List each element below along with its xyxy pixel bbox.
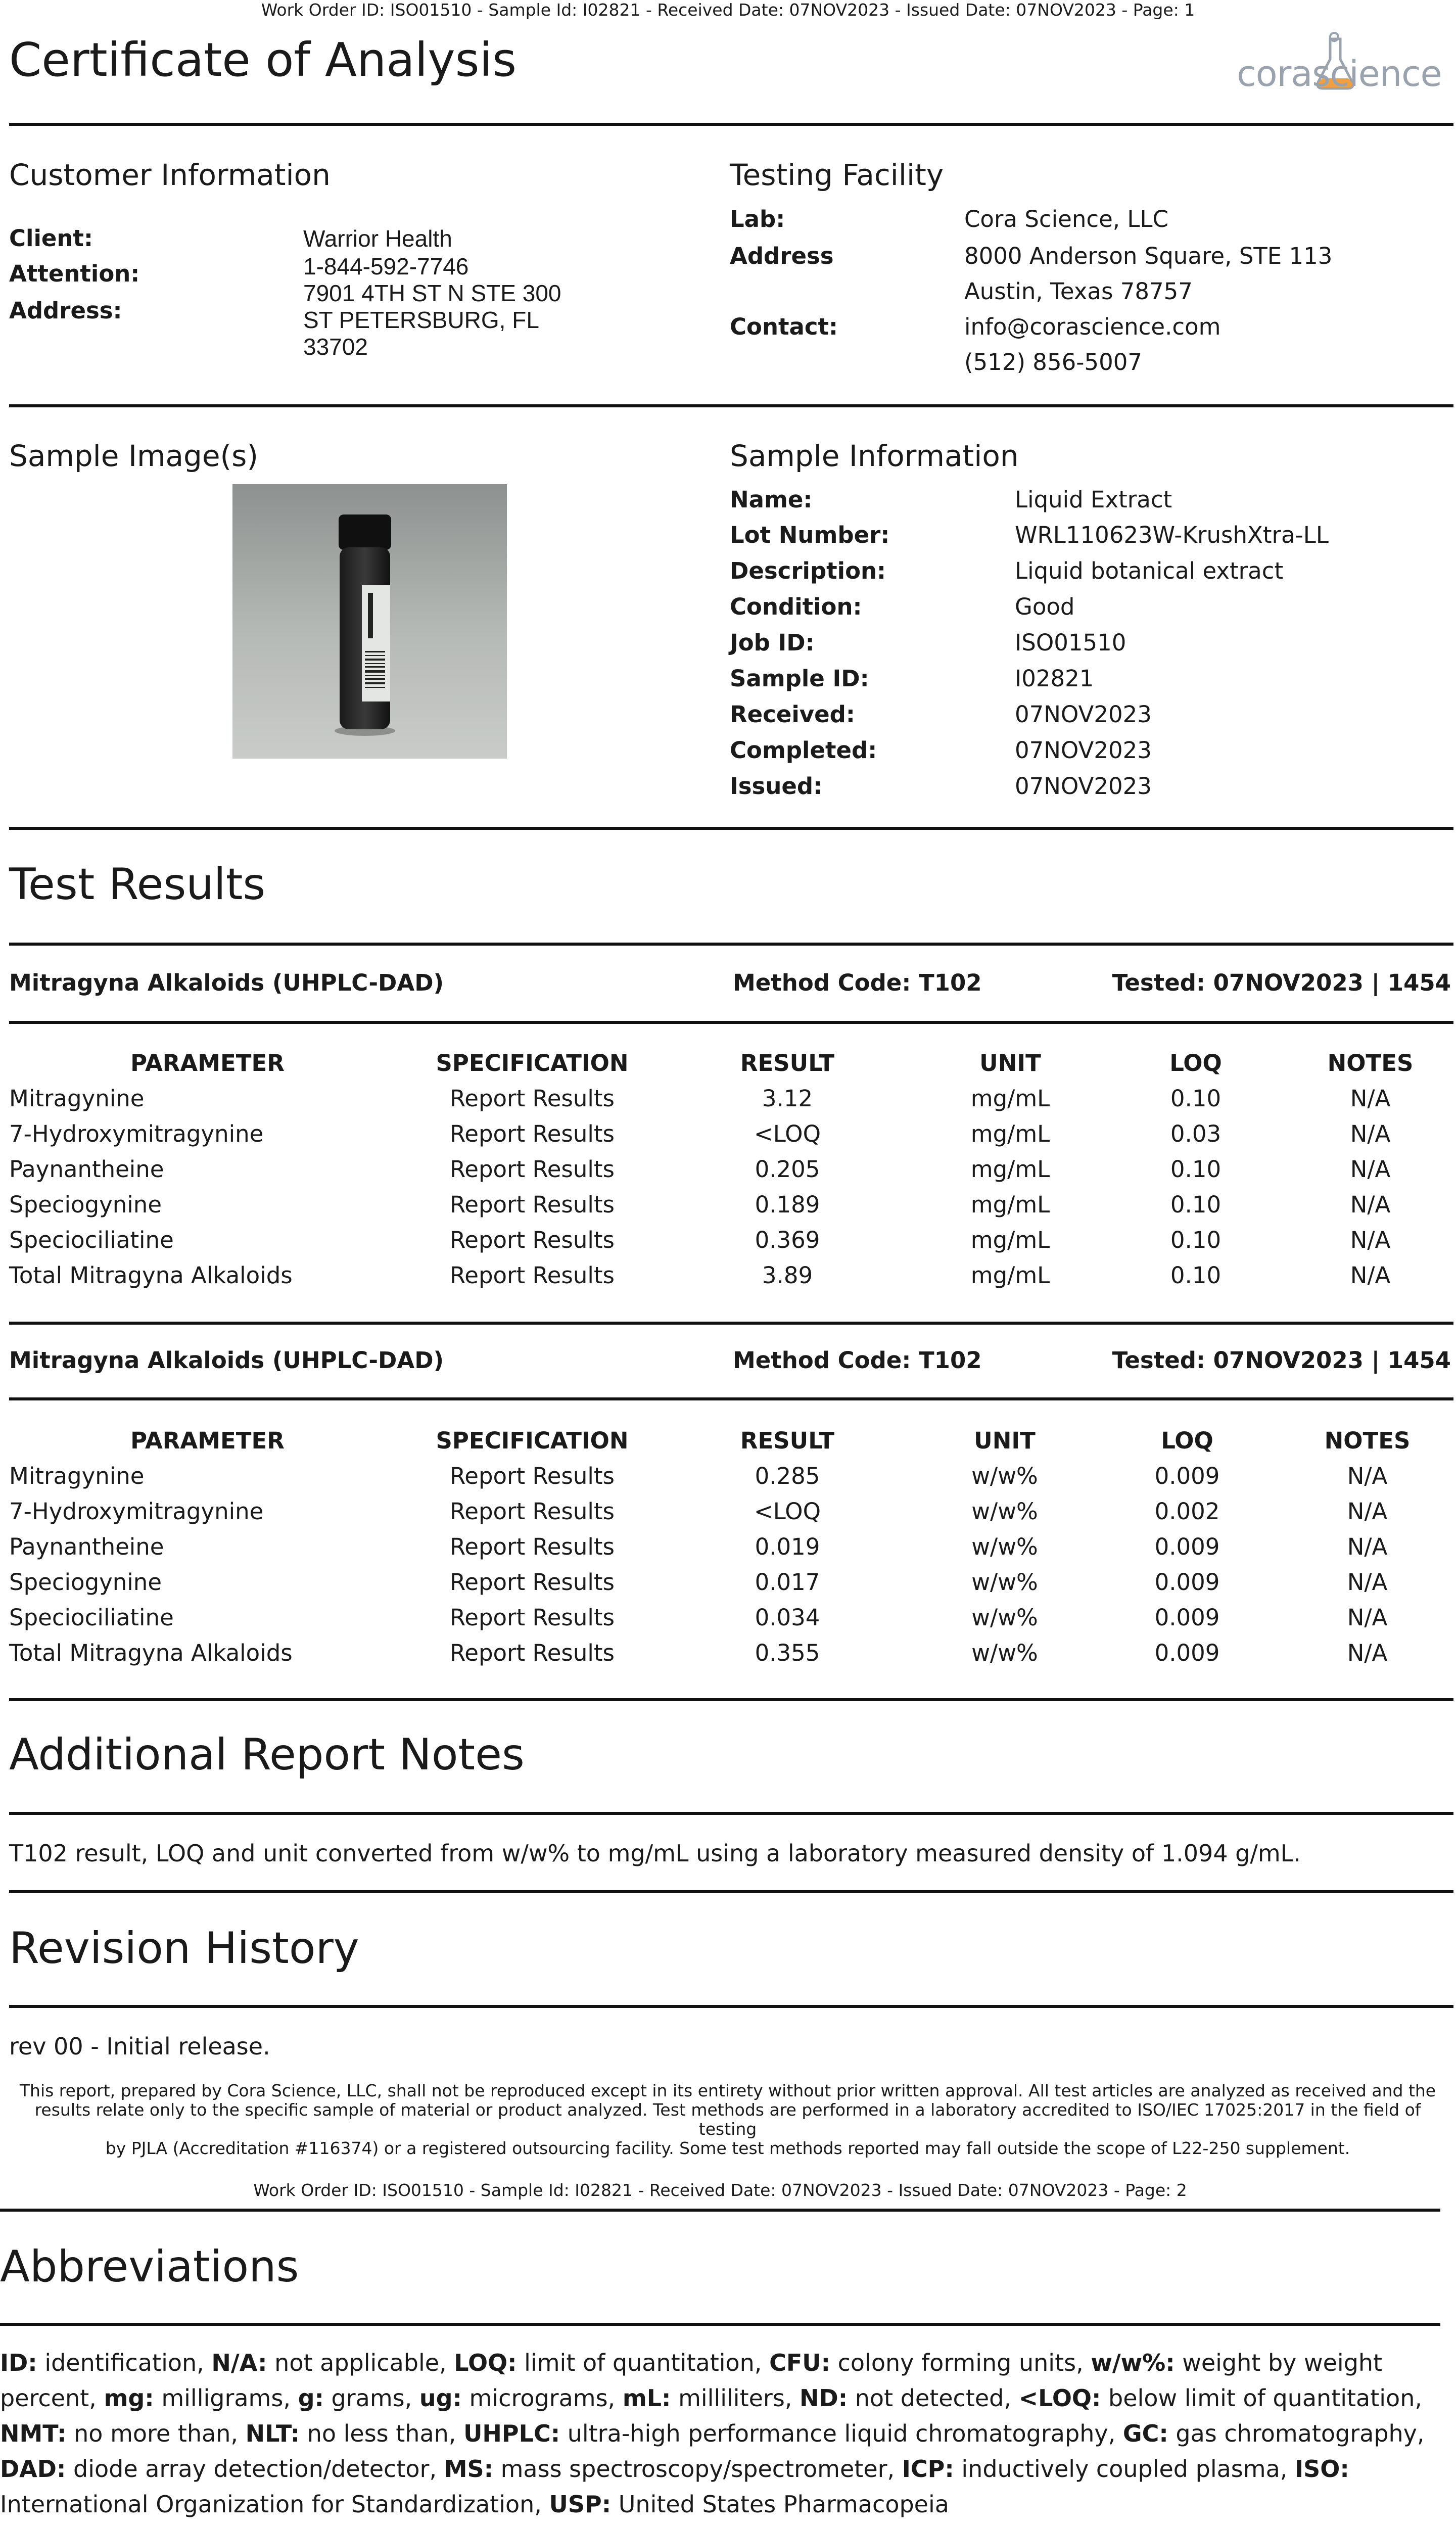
abbr-definition: not detected, bbox=[848, 2384, 1019, 2412]
lab-value: Cora Science, LLC bbox=[964, 206, 1168, 232]
divider bbox=[9, 1698, 1453, 1701]
abbr-term: USP: bbox=[549, 2491, 612, 2518]
cell-specification: Report Results bbox=[450, 1533, 615, 1560]
cell-result: 0.019 bbox=[755, 1533, 820, 1560]
cell-notes: N/A bbox=[1347, 1604, 1388, 1631]
table-header-row bbox=[9, 1045, 1453, 1081]
cell-notes: N/A bbox=[1347, 1533, 1388, 1560]
abbr-definition: micrograms, bbox=[461, 2384, 623, 2412]
column-header: NOTES bbox=[1324, 1427, 1411, 1454]
column-header: LOQ bbox=[1169, 1049, 1222, 1077]
divider bbox=[9, 1812, 1453, 1815]
testing-facility-heading: Testing Facility bbox=[730, 158, 944, 192]
abbreviations-heading: Abbreviations bbox=[0, 2241, 299, 2292]
table-row bbox=[9, 1564, 1453, 1600]
cell-specification: Report Results bbox=[450, 1191, 615, 1218]
abbr-definition: United States Pharmacopeia bbox=[611, 2491, 949, 2518]
abbr-definition: no more than, bbox=[66, 2420, 246, 2447]
sample-info-label: Lot Number: bbox=[730, 522, 890, 548]
table-row bbox=[9, 1187, 1453, 1222]
cell-result: <LOQ bbox=[754, 1498, 821, 1525]
address-line-2: ST PETERSBURG, FL bbox=[303, 307, 539, 333]
cell-specification: Report Results bbox=[450, 1604, 615, 1631]
cell-specification: Report Results bbox=[450, 1498, 615, 1525]
abbr-term: GC: bbox=[1122, 2420, 1168, 2447]
table-row bbox=[9, 1493, 1453, 1529]
page-header-line: Work Order ID: ISO01510 - Sample Id: I02821 - Received Date: 07NOV2023 - Issued Date: 07NOV2023 - Page: 1 bbox=[261, 0, 1195, 20]
cell-parameter: 7-Hydroxymitragynine bbox=[9, 1498, 264, 1525]
cell-result: <LOQ bbox=[754, 1120, 821, 1147]
cell-unit: mg/mL bbox=[970, 1085, 1050, 1112]
sample-info-heading: Sample Information bbox=[730, 439, 1019, 473]
disclaimer-line: results relate only to the specific sample of material or product analyzed. Test methods are performed in a laboratory accredited to ISO/IEC 17025:2017 in the field of testing bbox=[34, 2100, 1421, 2139]
attention-label: Attention: bbox=[9, 260, 140, 287]
cell-parameter: Total Mitragyna Alkaloids bbox=[9, 1261, 293, 1289]
abbr-term: <LOQ: bbox=[1018, 2384, 1101, 2412]
abbr-definition: no less than, bbox=[300, 2420, 464, 2447]
cell-loq: 0.10 bbox=[1170, 1191, 1222, 1218]
sample-info-value: Good bbox=[1015, 593, 1075, 620]
abbr-definition: ultra-high performance liquid chromatography, bbox=[560, 2420, 1123, 2447]
cell-loq: 0.03 bbox=[1170, 1120, 1222, 1147]
abbr-definition: diode array detection/detector, bbox=[66, 2455, 444, 2483]
cell-result: 0.189 bbox=[755, 1191, 820, 1218]
panel-tested-date: Tested: 07NOV2023 | 1454 bbox=[1112, 1347, 1451, 1374]
abbr-definition: below limit of quantitation, bbox=[1101, 2384, 1422, 2412]
contact-email: info@corascience.com bbox=[964, 313, 1221, 340]
cell-loq: 0.10 bbox=[1170, 1085, 1222, 1112]
sample-info-label: Description: bbox=[730, 557, 886, 584]
sample-info-label: Issued: bbox=[730, 773, 823, 800]
disclaimer-line: by PJLA (Accreditation #116374) or a registered outsourcing facility. Some test methods reported may fall outside the scope of L22-250 supplement. bbox=[105, 2138, 1350, 2158]
divider bbox=[9, 1890, 1453, 1893]
sample-photo bbox=[232, 484, 507, 759]
customer-info-heading: Customer Information bbox=[9, 158, 331, 192]
table-row bbox=[9, 1116, 1453, 1151]
cell-notes: N/A bbox=[1350, 1085, 1391, 1112]
revision-history-heading: Revision History bbox=[9, 1923, 359, 1974]
cell-unit: mg/mL bbox=[970, 1191, 1050, 1218]
sample-info-row bbox=[730, 486, 1452, 522]
cell-specification: Report Results bbox=[450, 1639, 615, 1666]
cell-loq: 0.009 bbox=[1154, 1639, 1220, 1666]
cell-unit: mg/mL bbox=[970, 1261, 1050, 1289]
panel-method-code: Method Code: T102 bbox=[733, 969, 982, 996]
cell-specification: Report Results bbox=[450, 1462, 615, 1489]
abbr-term: NLT: bbox=[245, 2420, 300, 2447]
cell-parameter: Speciogynine bbox=[9, 1191, 162, 1218]
table-row bbox=[9, 1222, 1453, 1257]
abbr-definition: milliliters, bbox=[671, 2384, 800, 2412]
cell-notes: N/A bbox=[1347, 1639, 1388, 1666]
abbr-term: mL: bbox=[622, 2384, 671, 2412]
sample-info-list bbox=[730, 486, 1452, 809]
cell-specification: Report Results bbox=[450, 1226, 615, 1253]
contact-phone: (512) 856-5007 bbox=[964, 349, 1142, 376]
sample-info-label: Name: bbox=[730, 486, 813, 513]
lab-label: Lab: bbox=[730, 206, 785, 232]
divider bbox=[9, 943, 1453, 946]
sample-info-value: 07NOV2023 bbox=[1015, 773, 1152, 800]
table-row bbox=[9, 1151, 1453, 1187]
table-row bbox=[9, 1529, 1453, 1564]
divider bbox=[9, 1322, 1453, 1325]
cell-parameter: Paynantheine bbox=[9, 1155, 164, 1183]
cell-unit: mg/mL bbox=[970, 1120, 1050, 1147]
divider bbox=[9, 123, 1453, 126]
facility-address-line-2: Austin, Texas 78757 bbox=[964, 278, 1193, 305]
table-row bbox=[9, 1257, 1453, 1293]
divider bbox=[0, 2209, 1440, 2212]
sample-info-value: WRL110623W-KrushXtra-LL bbox=[1015, 522, 1329, 548]
disclaimer-line: This report, prepared by Cora Science, LLC, shall not be reproduced except in its entirety without prior written approval. All test articles are analyzed as received and the bbox=[19, 2081, 1436, 2100]
abbr-definition: mass spectroscopy/spectrometer, bbox=[493, 2455, 902, 2483]
results-table-mg-ml bbox=[9, 1045, 1453, 1293]
cell-unit: w/w% bbox=[971, 1639, 1038, 1666]
sample-info-row bbox=[730, 557, 1452, 593]
abbr-definition: not applicable, bbox=[267, 2349, 454, 2376]
sample-info-value: 07NOV2023 bbox=[1015, 701, 1152, 728]
cell-result: 0.017 bbox=[755, 1568, 820, 1596]
address-label: Address: bbox=[9, 297, 122, 324]
cell-result: 3.12 bbox=[762, 1085, 813, 1112]
cell-result: 0.285 bbox=[755, 1462, 820, 1489]
cell-parameter: Speciociliatine bbox=[9, 1604, 174, 1631]
column-header: UNIT bbox=[979, 1049, 1041, 1077]
abbr-term: ICP: bbox=[902, 2455, 954, 2483]
abbr-definition: milligrams, bbox=[154, 2384, 298, 2412]
abbr-term: mg: bbox=[104, 2384, 154, 2412]
column-header: PARAMETER bbox=[130, 1049, 285, 1077]
abbr-term: N/A: bbox=[211, 2349, 267, 2376]
cell-parameter: Speciogynine bbox=[9, 1568, 162, 1596]
report-notes-heading: Additional Report Notes bbox=[9, 1729, 525, 1780]
column-header: SPECIFICATION bbox=[436, 1427, 629, 1454]
client-value: Warrior Health bbox=[303, 225, 452, 252]
divider bbox=[9, 1397, 1453, 1400]
cell-loq: 0.002 bbox=[1154, 1498, 1220, 1525]
abbr-term: DAD: bbox=[0, 2455, 66, 2483]
sample-info-row bbox=[730, 701, 1452, 737]
sample-info-label: Sample ID: bbox=[730, 665, 869, 692]
abbr-term: ISO: bbox=[1295, 2455, 1349, 2483]
address-line-1: 7901 4TH ST N STE 300 bbox=[303, 280, 561, 306]
divider bbox=[9, 1021, 1453, 1024]
sample-info-label: Completed: bbox=[730, 737, 877, 764]
divider bbox=[9, 2005, 1453, 2008]
sample-info-label: Job ID: bbox=[730, 629, 815, 656]
abbr-term: w/w%: bbox=[1091, 2349, 1175, 2376]
table-row bbox=[9, 1600, 1453, 1635]
column-header: RESULT bbox=[740, 1427, 835, 1454]
table-header-row bbox=[9, 1423, 1453, 1458]
cell-notes: N/A bbox=[1350, 1226, 1391, 1253]
cell-loq: 0.009 bbox=[1154, 1568, 1220, 1596]
contact-label: Contact: bbox=[730, 313, 838, 340]
facility-address-line-1: 8000 Anderson Square, STE 113 bbox=[964, 243, 1333, 269]
cell-unit: mg/mL bbox=[970, 1155, 1050, 1183]
cell-specification: Report Results bbox=[450, 1568, 615, 1596]
sample-info-row bbox=[730, 665, 1452, 701]
abbr-term: ID: bbox=[0, 2349, 37, 2376]
abbr-definition: grams, bbox=[323, 2384, 419, 2412]
company-logo bbox=[1233, 28, 1445, 99]
abbr-definition: weight by weight percent, bbox=[0, 2349, 1383, 2412]
abbr-term: MS: bbox=[444, 2455, 493, 2483]
sample-info-row bbox=[730, 773, 1452, 809]
cell-result: 0.369 bbox=[755, 1226, 820, 1253]
abbr-definition: colony forming units, bbox=[830, 2349, 1091, 2376]
sample-image-heading: Sample Image(s) bbox=[9, 439, 259, 473]
cell-loq: 0.009 bbox=[1154, 1533, 1220, 1560]
sample-info-row bbox=[730, 737, 1452, 773]
cell-notes: N/A bbox=[1350, 1120, 1391, 1147]
panel-name: Mitragyna Alkaloids (UHPLC-DAD) bbox=[9, 969, 444, 996]
abbr-term: g: bbox=[298, 2384, 324, 2412]
page-header-line: Work Order ID: ISO01510 - Sample Id: I02821 - Received Date: 07NOV2023 - Issued Date: 07NOV2023 - Page: 2 bbox=[253, 2180, 1187, 2200]
cell-specification: Report Results bbox=[450, 1261, 615, 1289]
facility-address-label: Address bbox=[730, 243, 834, 269]
sample-info-value: Liquid Extract bbox=[1015, 486, 1172, 513]
cell-unit: w/w% bbox=[971, 1498, 1038, 1525]
divider bbox=[9, 404, 1453, 407]
attention-value: 1-844-592-7746 bbox=[303, 253, 469, 279]
abbr-term: LOQ: bbox=[454, 2349, 517, 2376]
column-header: RESULT bbox=[740, 1049, 835, 1077]
sample-info-label: Received: bbox=[730, 701, 855, 728]
cell-unit: w/w% bbox=[971, 1462, 1038, 1489]
cell-notes: N/A bbox=[1347, 1498, 1388, 1525]
sample-info-value: Liquid botanical extract bbox=[1015, 557, 1284, 584]
sample-info-row bbox=[730, 593, 1452, 629]
column-header: NOTES bbox=[1327, 1049, 1414, 1077]
abbr-definition: gas chromatography, bbox=[1168, 2420, 1425, 2447]
abbr-definition: identification, bbox=[37, 2349, 212, 2376]
results-table-w-w-percent bbox=[9, 1423, 1453, 1670]
panel-method-code: Method Code: T102 bbox=[733, 1347, 982, 1374]
sample-info-value: I02821 bbox=[1015, 665, 1094, 692]
address-line-3: 33702 bbox=[303, 334, 368, 360]
cell-parameter: Mitragynine bbox=[9, 1462, 145, 1489]
cell-parameter: Speciociliatine bbox=[9, 1226, 174, 1253]
column-header: LOQ bbox=[1161, 1427, 1213, 1454]
panel-name: Mitragyna Alkaloids (UHPLC-DAD) bbox=[9, 1347, 444, 1374]
cell-loq: 0.10 bbox=[1170, 1226, 1222, 1253]
column-header: UNIT bbox=[974, 1427, 1036, 1454]
divider bbox=[9, 827, 1453, 830]
table-row bbox=[9, 1635, 1453, 1670]
abbr-definition: International Organization for Standardization, bbox=[0, 2491, 549, 2518]
test-results-heading: Test Results bbox=[9, 859, 266, 910]
report-notes-text: T102 result, LOQ and unit converted from w/w% to mg/mL using a laboratory measured density of 1.094 g/mL. bbox=[9, 1840, 1301, 1867]
cell-result: 0.355 bbox=[755, 1639, 820, 1666]
cell-result: 3.89 bbox=[762, 1261, 813, 1289]
cell-notes: N/A bbox=[1350, 1261, 1391, 1289]
client-label: Client: bbox=[9, 225, 93, 252]
table-row bbox=[9, 1458, 1453, 1493]
cell-loq: 0.10 bbox=[1170, 1155, 1222, 1183]
sample-info-value: ISO01510 bbox=[1015, 629, 1126, 656]
cell-loq: 0.009 bbox=[1154, 1462, 1220, 1489]
sample-info-label: Condition: bbox=[730, 593, 862, 620]
cell-specification: Report Results bbox=[450, 1120, 615, 1147]
revision-history-text: rev 00 - Initial release. bbox=[9, 2033, 270, 2060]
abbr-term: ug: bbox=[419, 2384, 462, 2412]
page-title: Certificate of Analysis bbox=[9, 33, 517, 87]
cell-unit: w/w% bbox=[971, 1533, 1038, 1560]
cell-specification: Report Results bbox=[450, 1155, 615, 1183]
abbr-term: UHPLC: bbox=[463, 2420, 560, 2447]
table-row bbox=[9, 1081, 1453, 1116]
cell-notes: N/A bbox=[1350, 1191, 1391, 1218]
sample-info-row bbox=[730, 629, 1452, 665]
cell-parameter: 7-Hydroxymitragynine bbox=[9, 1120, 264, 1147]
abbr-definition: limit of quantitation, bbox=[516, 2349, 770, 2376]
divider bbox=[0, 2323, 1440, 2326]
cell-parameter: Mitragynine bbox=[9, 1085, 145, 1112]
abbr-term: NMT: bbox=[0, 2420, 67, 2447]
cell-unit: w/w% bbox=[971, 1568, 1038, 1596]
panel-tested-date: Tested: 07NOV2023 | 1454 bbox=[1112, 969, 1451, 996]
cell-loq: 0.009 bbox=[1154, 1604, 1220, 1631]
cell-specification: Report Results bbox=[450, 1085, 615, 1112]
cell-notes: N/A bbox=[1347, 1568, 1388, 1596]
cell-unit: mg/mL bbox=[970, 1226, 1050, 1253]
cell-notes: N/A bbox=[1350, 1155, 1391, 1183]
cell-result: 0.205 bbox=[755, 1155, 820, 1183]
abbr-term: ND: bbox=[800, 2384, 848, 2412]
sample-info-row bbox=[730, 522, 1452, 557]
cell-unit: w/w% bbox=[971, 1604, 1038, 1631]
logo-text: corascience bbox=[1237, 53, 1442, 95]
cell-notes: N/A bbox=[1347, 1462, 1388, 1489]
sample-info-value: 07NOV2023 bbox=[1015, 737, 1152, 764]
cell-parameter: Paynantheine bbox=[9, 1533, 164, 1560]
cell-parameter: Total Mitragyna Alkaloids bbox=[9, 1639, 293, 1666]
abbr-term: CFU: bbox=[769, 2349, 830, 2376]
cell-loq: 0.10 bbox=[1170, 1261, 1222, 1289]
disclaimer bbox=[5, 2081, 1450, 2158]
abbreviations-list bbox=[0, 2345, 1445, 2522]
column-header: PARAMETER bbox=[130, 1427, 285, 1454]
cell-result: 0.034 bbox=[755, 1604, 820, 1631]
column-header: SPECIFICATION bbox=[436, 1049, 629, 1077]
abbr-definition: inductively coupled plasma, bbox=[954, 2455, 1295, 2483]
